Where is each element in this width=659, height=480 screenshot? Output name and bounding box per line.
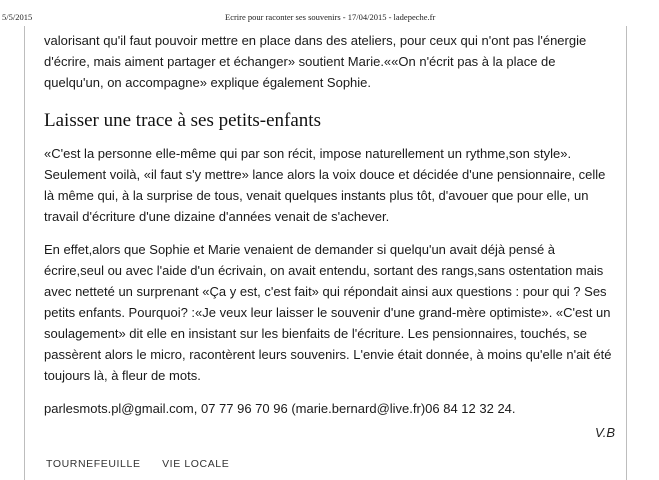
print-date: 5/5/2015 — [2, 12, 33, 22]
section-heading: Laisser une trace à ses petits-enfants — [44, 110, 321, 131]
tag-link-vie-locale[interactable]: VIE LOCALE — [162, 458, 230, 470]
print-page-title: Ecrire pour raconter ses souvenirs - 17/04/2015 - ladepeche.fr — [225, 12, 436, 22]
print-header — [0, 0, 659, 22]
article-tags — [46, 458, 247, 470]
article-body — [44, 30, 616, 419]
article-paragraph: «C'est la personne elle-même qui par son récit, impose naturellement un rythme,son style». Seulement voilà, «il faut s'y mettre» lance alors la voix douce et décidée d'une pensionnaire, celle là même qui, à la surprise de tous, venait quelques instants plus tôt, d'avouer que pour elle, un travail d'écriture d'une dizaine d'années venait de s'achever. — [44, 146, 606, 224]
author-signature: V.B — [595, 425, 615, 440]
tag-link-tournefeuille[interactable]: TOURNEFEUILLE — [46, 458, 141, 470]
intro-paragraph: valorisant qu'il faut pouvoir mettre en place dans des ateliers, pour ceux qui n'ont pas l'énergie d'écrire, mais aiment partager et échanger» soutient Marie.««On n'écrit pas à la place de quelqu'un, on accompagne» explique également Sophie. — [44, 33, 587, 90]
contact-info: parlesmots.pl@gmail.com, 07 77 96 70 96 (marie.bernard@live.fr)06 84 12 32 24. — [44, 401, 516, 416]
article-paragraph: En effet,alors que Sophie et Marie venaient de demander si quelqu'un avait déjà pensé à écrire,seul ou avec l'aide d'un écrivain, on avait entendu, sortant des rangs,sans ostentation mais avec netteté un surprenant «Ça y est, c'est fait» qui répondait ainsi aux questions : pour qui ? Ses petits enfants. Pourquoi? :«Je veux leur laisser le souvenir d'une grand-mère optimiste». «C'est un soulagement» dit elle en insistant sur les bienfaits de l'écriture. Les pensionnaires, touchés, se passèrent alors le micro, racontèrent leurs souvenirs. L'envie était donnée, à moins qu'elle n'ait été toujours là, à fleur de mots. — [44, 242, 612, 383]
